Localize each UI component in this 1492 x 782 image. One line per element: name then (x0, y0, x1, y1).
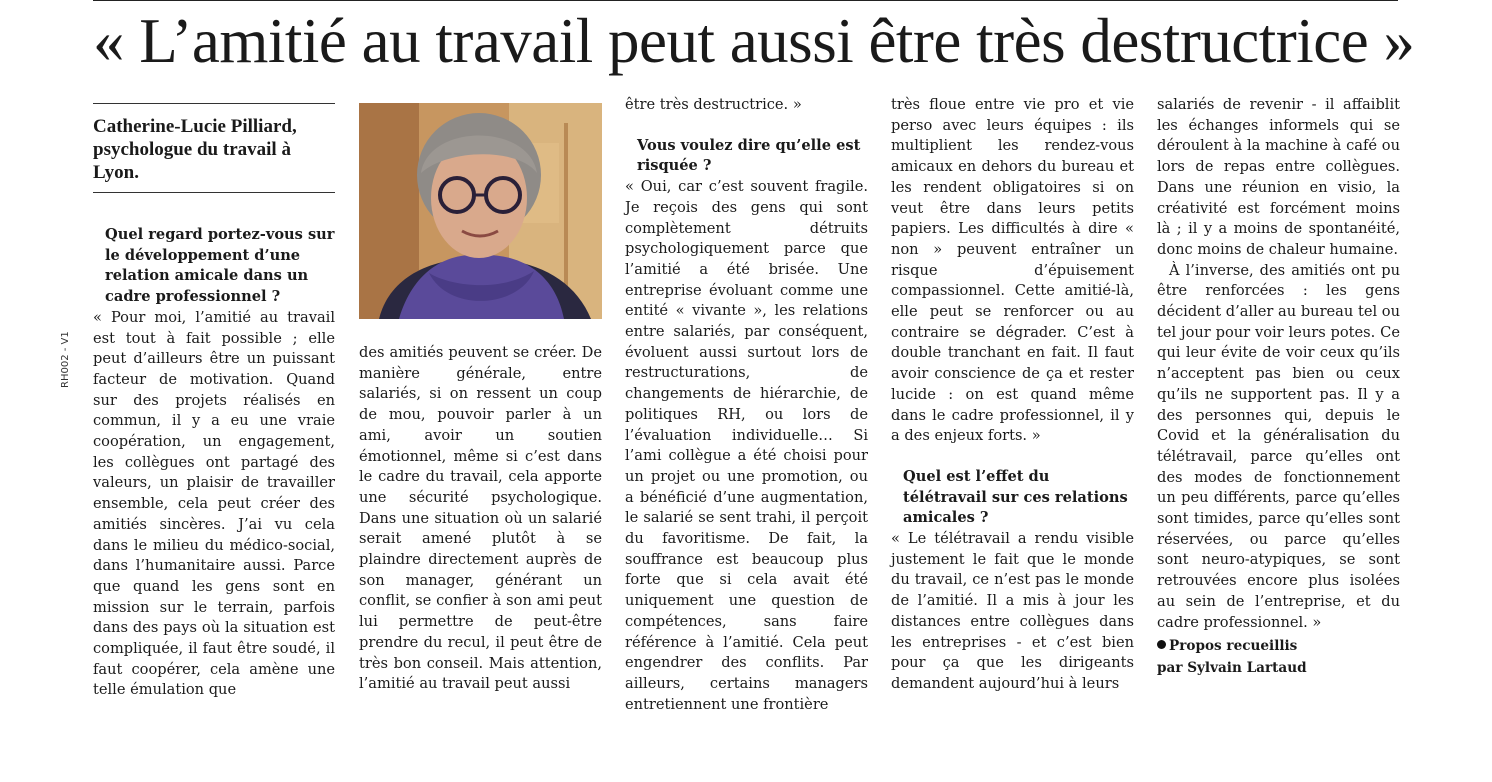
column-4 (891, 95, 1134, 695)
bullet-icon (1157, 640, 1166, 649)
headline: « L’amitié au travail peut aussi être très destructrice » (93, 6, 1415, 76)
portrait-photo (359, 103, 602, 319)
credit (1157, 635, 1400, 679)
answer-2-part-1: « Oui, car c’est souvent fragile. Je reçois des gens qui sont complètement détruits psychologiquement parce que l’amitié a été brisée. Une entreprise évoluant comme une entité « vivante », les relations entre salariés, par conséquent, évoluent aussi surtout lors de restructurations, de changements de hiérarchie, de politiques RH, ou lors de l’évaluation individuelle… Si l’ami collègue a été choisi pour un projet ou une promotion, ou a bénéficié d’une augmentation, le salarié se sent trahi, il perçoit du favoritisme. De fait, la souffrance est beaucoup plus forte que si cela avait été uniquement une question de compétences, sans faire référence à l’amitié. Cela peut engendrer des conflits. Par ailleurs, certains managers entretiennent une frontière (625, 178, 868, 713)
column-1 (93, 95, 335, 701)
top-rule (93, 0, 1398, 1)
credit-line-2: par Sylvain Lartaud (1157, 660, 1307, 677)
question-3: Quel est l’effet du télétravail sur ces relations amicales ? (903, 467, 1128, 527)
question-1: Quel regard portez-vous sur le développement d’une relation amicale dans un cadre professionnel ? (105, 226, 335, 306)
answer-3-part-1: « Le télétravail a rendu visible justement le fait que le monde du travail, ce n’est pas le monde de l’amitié. Il a mis à jour les distances entre collègues dans les entreprises - et c’est bien pour ça que les dirigeants demandent aujourd’hui à leurs (891, 530, 1134, 692)
byline: Catherine-Lucie Pilliard, psychologue du travail à Lyon. (93, 116, 297, 183)
answer-1-part-3: être très destructrice. » (625, 96, 802, 113)
credit-line-1 (1157, 635, 1400, 657)
answer-2-part-2: très floue entre vie pro et vie perso avec leurs équipes : ils multiplient les rendez-vous amicaux en dehors du bureau et les rendent obligatoires si on veut être dans leurs petits papiers. Les difficultés à dire « non » peuvent entraîner un risque d’épuisement compassionnel. Cette amitié-là, elle peut se renforcer ou au contraire se dégrader. C’est à double tranchant en fait. Il faut avoir conscience de ça et rester lucide : on est quand même dans le cadre professionnel, il y a des enjeux forts. » (891, 96, 1134, 445)
byline-box (93, 103, 335, 193)
answer-3-part-2: salariés de revenir - il affaiblit les échanges informels qui se déroulent à la machine à café ou lors de repas entre collègues. Dans une réunion en visio, la créativité est forcément moins là ; il y a moins de spontanéité, donc moins de chaleur humaine. (1157, 96, 1400, 258)
credit-line-1-text: Propos recueillis (1169, 638, 1298, 655)
answer-3-part-3: À l’inverse, des amitiés ont pu être renforcées : les gens décident d’aller au bureau tel ou tel jour pour voir leurs potes. Ce qui leur évite de voir ceux qu’ils n’acceptent pas bien ou ceux qu’ils ne supportent pas. Il y a des personnes qui, depuis le Covid et la généralisation du télétravail, parce qu’elles ont des modes de fonctionnement un peu différents, parce qu’elles sont timides, parce qu’elles sont réservées, ou parce qu’elles sont neuro-atypiques, se sont retrouvées encore plus isolées au sein de l’entreprise, et du cadre professionnel. » (1157, 261, 1400, 631)
page-code: RH002 - V1 (60, 331, 71, 388)
answer-1-part-1: « Pour moi, l’amitié au travail est tout à fait possible ; elle peut d’ailleurs être un puissant facteur de motivation. Quand sur des projets réalisés en commun, il y a eu une vraie coopération, un engagement, les collègues ont partagé des valeurs, un plaisir de travailler ensemble, cela peut créer des amitiés sincères. J’ai vu cela dans le milieu du médico-social, dans l’humanitaire aussi. Parce que quand les gens sont en mission sur le terrain, parfois dans des pays où la situation est compliquée, il faut être soudé, il faut coopérer, cela amène une telle émulation que (93, 308, 335, 699)
answer-1-part-2: des amitiés peuvent se créer. De manière générale, entre salariés, si on ressent un coup de mou, pouvoir parler à un ami, avoir un soutien émotionnel, même si c’est dans le cadre du travail, cela apporte une sécurité psychologique. Dans une situation où un salarié serait amené plutôt à se plaindre directement auprès de son manager, générant un conflit, se confier à son ami peut lui permettre de peut-être prendre du recul, il peut être de très bon conseil. Mais attention, l’amitié au travail peut aussi (359, 344, 602, 693)
column-3 (625, 95, 868, 715)
question-2: Vous voulez dire qu’elle est risquée ? (637, 136, 861, 175)
column-2 (359, 343, 602, 695)
column-5 (1157, 95, 1400, 679)
portrait-illustration (359, 103, 602, 319)
